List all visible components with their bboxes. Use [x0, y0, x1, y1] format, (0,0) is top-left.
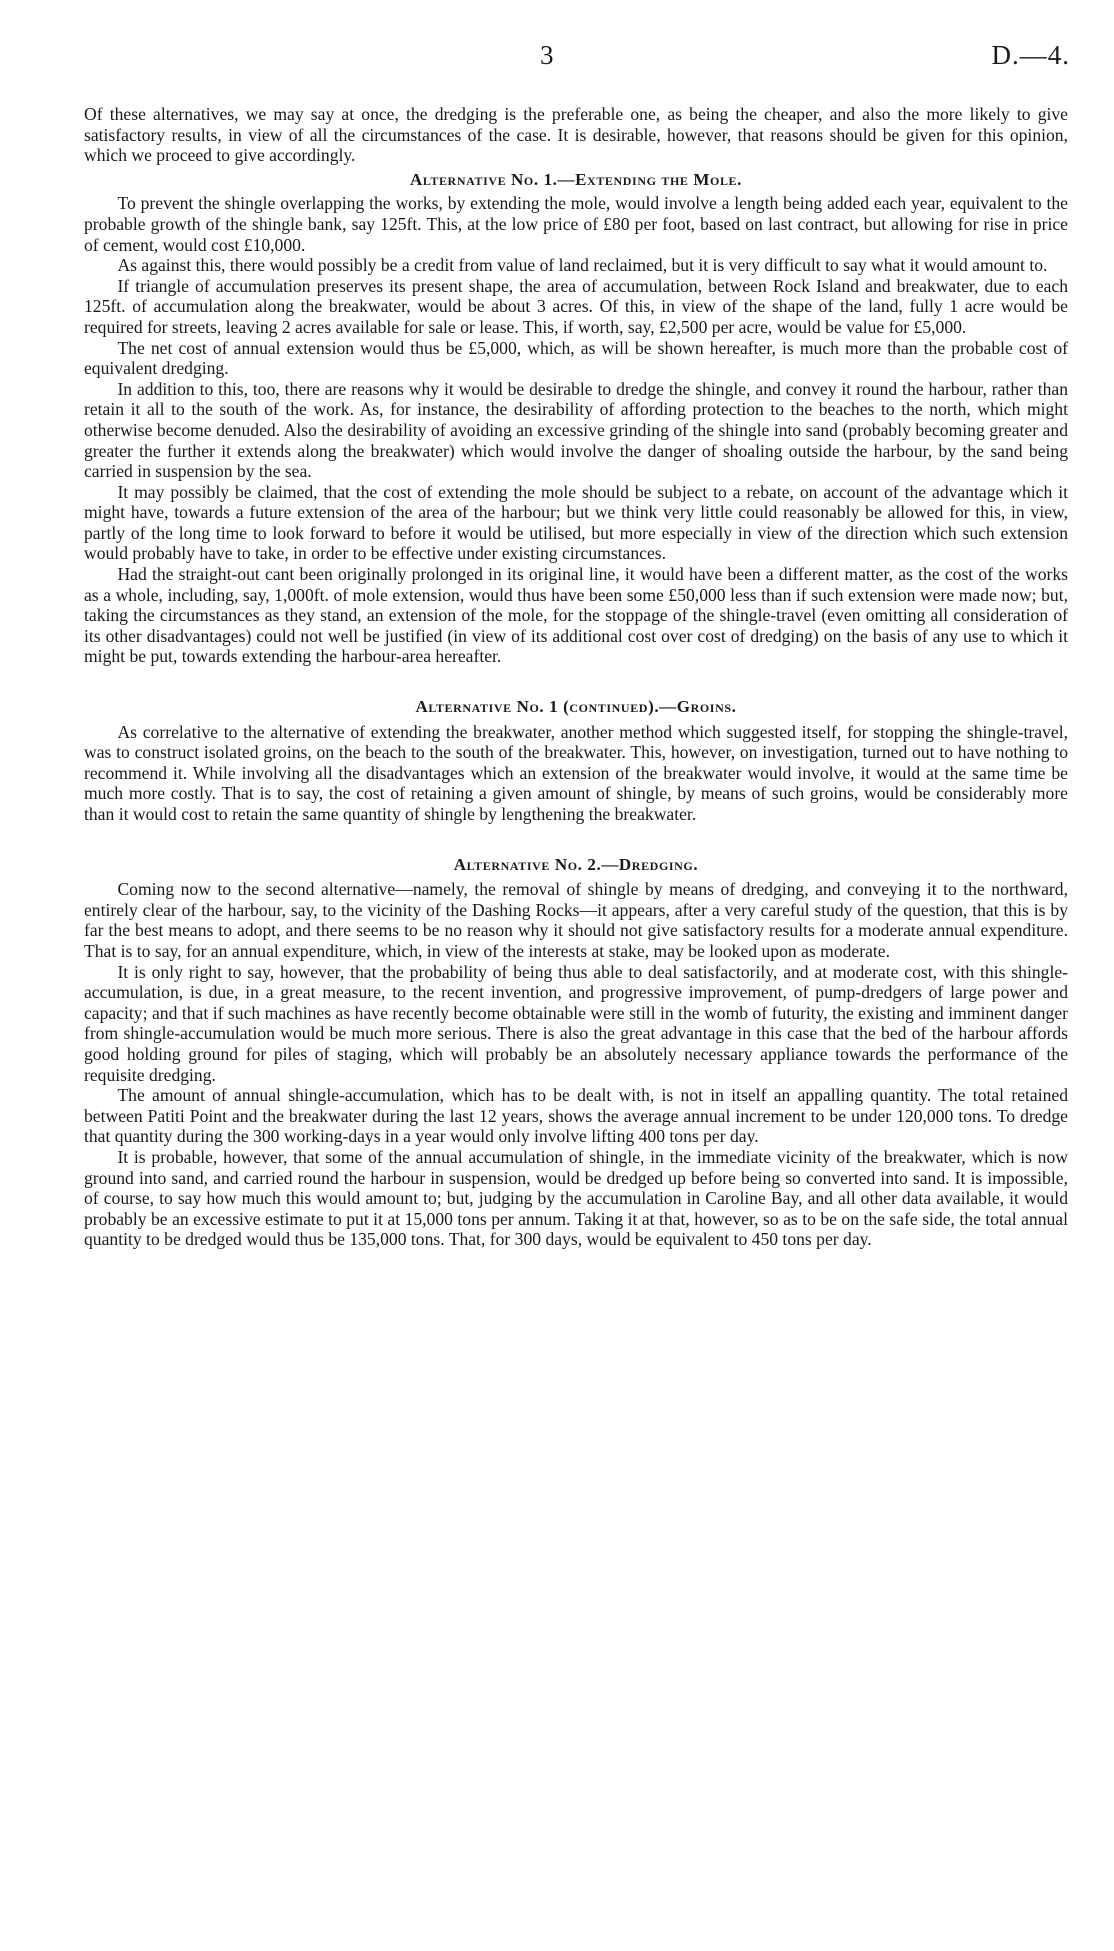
section-heading-groins: Alternative No. 1 (continued).—Groins. [415, 697, 737, 717]
paragraph: It is probable, however, that some of the annual accumulation of shingle, in the immediate vicinity of the breakwater, which is now ground into sand, and carried round the harbour in suspension, would be dredged up before being so converted into sand. It is impossible, of course, to say how much this would amount to; but, judging by the accumulation in Caroline Bay, and all other data available, it would probably be an excessive estimate to put it at 15,000 tons per annum. Taking it at that, however, so as to be on the safe side, the total annual quantity to be dredged would thus be 135,000 tons. That, for 300 days, would be equivalent to 450 tons per day. [84, 1146, 1068, 1250]
paragraph: As correlative to the alternative of extending the breakwater, another method which suggested itself, for stopping the shingle-travel, was to construct isolated groins, on the beach to the south of the breakwater. This, however, on investigation, turned out to have nothing to recommend it. While involving all the disadvantages which an extension of the breakwater would involve, it would at the same time be much more costly. That is to say, the cost of retaining a given amount of shingle, by means of such groins, would be considerably more than it would cost to retain the same quantity of shingle by lengthening the breakwater. [84, 721, 1068, 824]
paragraph: Had the straight-out cant been originally prolonged in its original line, it would have been a different matter, as the cost of the works as a whole, including, say, 1,000ft. of mole extension, would thus have been some £50,000 less than if such extension were made now; but, taking the circumstances as they stand, an extension of the mole, for the stoppage of the shingle-travel (even omitting all consideration of its other disadvantages) could not well be justified (in view of its additional cost over cost of dredging) on the basis of any use to which it might be put, towards extending the harbour-area hereafter. [84, 564, 1068, 667]
paragraph: In addition to this, too, there are reasons why it would be desirable to dredge the shingle, and convey it round the harbour, rather than retain it all to the south of the work. As, for instance, the desirability of affording protection to the beaches to the north, which might otherwise become denuded. Also the desirability of avoiding an excessive grinding of the shingle into sand (probably becoming greater and greater the further it extends along the breakwater) which would involve the danger of shoaling outside the harbour, by the sand being carried in suspension by the sea. [84, 378, 1068, 482]
paragraph: It is only right to say, however, that the probability of being thus able to deal satisfactorily, and at moderate cost, with this shingle-accumulation, is due, in a great measure, to the recent invention, and progressive improvement, of pump-dredgers of large power and capacity; and that if such machines as have recently become obtainable were still in the womb of futurity, the existing and imminent danger from shingle-accumulation would be much more serious. There is also the great advantage in this case that the bed of the harbour affords good holding ground for piles of staging, which will probably be an absolutely necessary appliance towards the performance of the requisite dredging. [84, 961, 1068, 1085]
paragraph: To prevent the shingle overlapping the works, by extending the mole, would involve a length being added each year, equivalent to the probable growth of the shingle bank, say 125ft. This, at the low price of £80 per foot, based on last contract, but allowing for rise in price of cement, would cost £10,000. [84, 193, 1068, 255]
paragraph: It may possibly be claimed, that the cost of extending the mole should be subject to a rebate, on account of the advantage which it might have, towards a future extension of the area of the harbour; but we think very little could reasonably be allowed for this, in view, partly of the long time to look forward to before it would be utilised, but more especially in view of the direction which such extension would probably have to take, in order to be effective under existing circumstances. [84, 481, 1068, 564]
section-heading-dredging: Alternative No. 2.—Dredging. [453, 854, 699, 874]
document-reference: D.—4. [991, 40, 1070, 70]
page-header [0, 40, 1114, 80]
intro-paragraph: Of these alternatives, we may say at once, the dredging is the preferable one, as being the cheaper, and also the more likely to give satisfactory results, in view of all the circumstances of the case. It is desirable, however, that reasons should be given for this opinion, which we proceed to give accordingly. [84, 104, 1068, 166]
paragraph: If triangle of accumulation preserves its present shape, the area of accumulation, between Rock Island and breakwater, due to each 125ft. of accumulation along the breakwater, would be about 3 acres. Of this, in view of the shape of the land, fully 1 acre would be required for streets, leaving 2 acres available for sale or lease. This, if worth, say, £2,500 per acre, would be value for £5,000. [84, 275, 1068, 337]
section-heading-extending-mole: Alternative No. 1.—Extending the Mole. [409, 169, 743, 189]
paragraph: Coming now to the second alternative—namely, the removal of shingle by means of dredging, and conveying it to the northward, entirely clear of the harbour, say, to the vicinity of the Dashing Rocks—it appears, after a very careful study of the question, that this is by far the best means to adopt, and there seems to be no reason why it should not give satisfactory results for a moderate annual expenditure. That is to say, for an annual expenditure, which, in view of the interests at stake, may be looked upon as moderate. [84, 879, 1068, 961]
body-text [84, 104, 1068, 1250]
page-number: 3 [540, 40, 554, 70]
paragraph: The net cost of annual extension would thus be £5,000, which, as will be shown hereafter, is much more than the probable cost of equivalent dredging. [84, 337, 1068, 379]
paragraph: The amount of annual shingle-accumulation, which has to be dealt with, is not in itself an appalling quantity. The total retained between Patiti Point and the breakwater during the last 12 years, shows the average annual increment to be under 120,000 tons. To dredge that quantity during the 300 working-days in a year would only involve lifting 400 tons per day. [84, 1085, 1068, 1147]
paragraph: As against this, there would possibly be a credit from value of land reclaimed, but it is very difficult to say what it would amount to. [117, 255, 1048, 276]
